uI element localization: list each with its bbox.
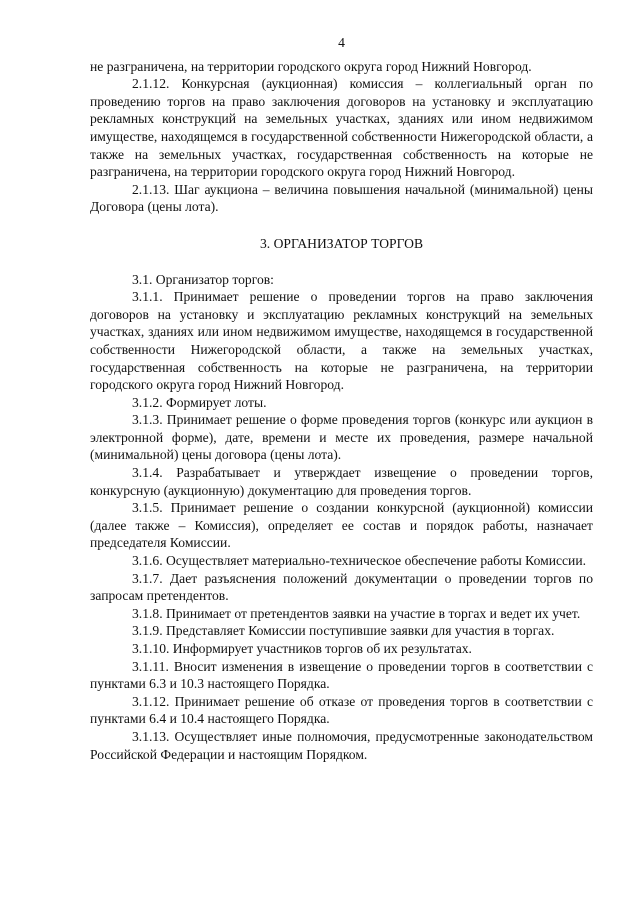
section-paragraph: 3.1.3. Принимает решение о форме проведения торгов (конкурс или аукцион в электронной форме), дате, времени и месте их проведения, размере начальной (минимальной) цены договора (цены лота). (90, 412, 593, 463)
section-paragraph: 3.1.2. Формирует лоты. (132, 394, 267, 410)
section-paragraph: 3.1.8. Принимает от претендентов заявки на участие в торгах и ведет их учет. (132, 605, 581, 621)
section-paragraph: 3.1.9. Представляет Комиссии поступившие заявки для участия в торгах. (132, 623, 555, 639)
intro-paragraph-2: 2.1.12. Конкурсная (аукционная) комиссия – коллегиальный орган по проведению торгов на право заключения договоров на установку и эксплуатацию рекламных конструкций на земельных участках, зданиях или ином недвижимом имуществе, находящемся в государственной собственности Нижегородской области, а также на земельных участках, государственная собственность на которые не разграничена, на территории городского округа город Нижний Новгород. (90, 76, 593, 180)
section-paragraph: 3.1.13. Осуществляет иные полномочия, предусмотренные законодательством Российской Федерации и настоящим Порядком. (90, 728, 593, 762)
page-number: 4 (338, 35, 345, 50)
section-paragraph: 3.1.6. Осуществляет материально-техническое обеспечение работы Комиссии. (132, 553, 586, 569)
section-paragraph: 3.1.4. Разрабатывает и утверждает извещение о проведении торгов, конкурсную (аукционную) документацию для проведения торгов. (90, 465, 593, 498)
section-paragraph: 3.1.1. Принимает решение о проведении торгов на право заключения договоров на установку и эксплуатацию рекламных конструкций на земельных участках, зданиях или ином недвижимом имуществе, находящемся в государственной собственности Нижегородской области, а также на земельных участках, государственная собственность на которые не разграничена, на территории городского округа город Нижний Новгород. (90, 289, 593, 393)
section-paragraph: 3.1. Организатор торгов: (132, 271, 274, 287)
intro-paragraph-1: не разграничена, на территории городского округа город Нижний Новгород. (90, 58, 532, 74)
section-heading: 3. ОРГАНИЗАТОР ТОРГОВ (259, 235, 424, 251)
section-paragraph: 3.1.7. Дает разъяснения положений документации о проведении торгов по запросам претендентов. (90, 570, 593, 604)
section-paragraph: 3.1.5. Принимает решение о создании конкурсной (аукционной) комиссии (далее также – Комиссия), определяет ее состав и порядок работы, назначает председателя Комиссии. (90, 500, 593, 551)
section-paragraph: 3.1.12. Принимает решение об отказе от проведения торгов в соответствии с пунктами 6.4 и 10.4 настоящего Порядка. (90, 693, 593, 727)
section-paragraph: 3.1.10. Информирует участников торгов об их результатах. (132, 641, 472, 656)
section-paragraph: 3.1.11. Вносит изменения в извещение о проведении торгов в соответствии с пунктами 6.3 и 10.3 настоящего Порядка. (90, 658, 593, 692)
intro-paragraph-3: 2.1.13. Шаг аукциона – величина повышения начальной (минимальной) цены Договора (цены лота). (90, 181, 593, 215)
